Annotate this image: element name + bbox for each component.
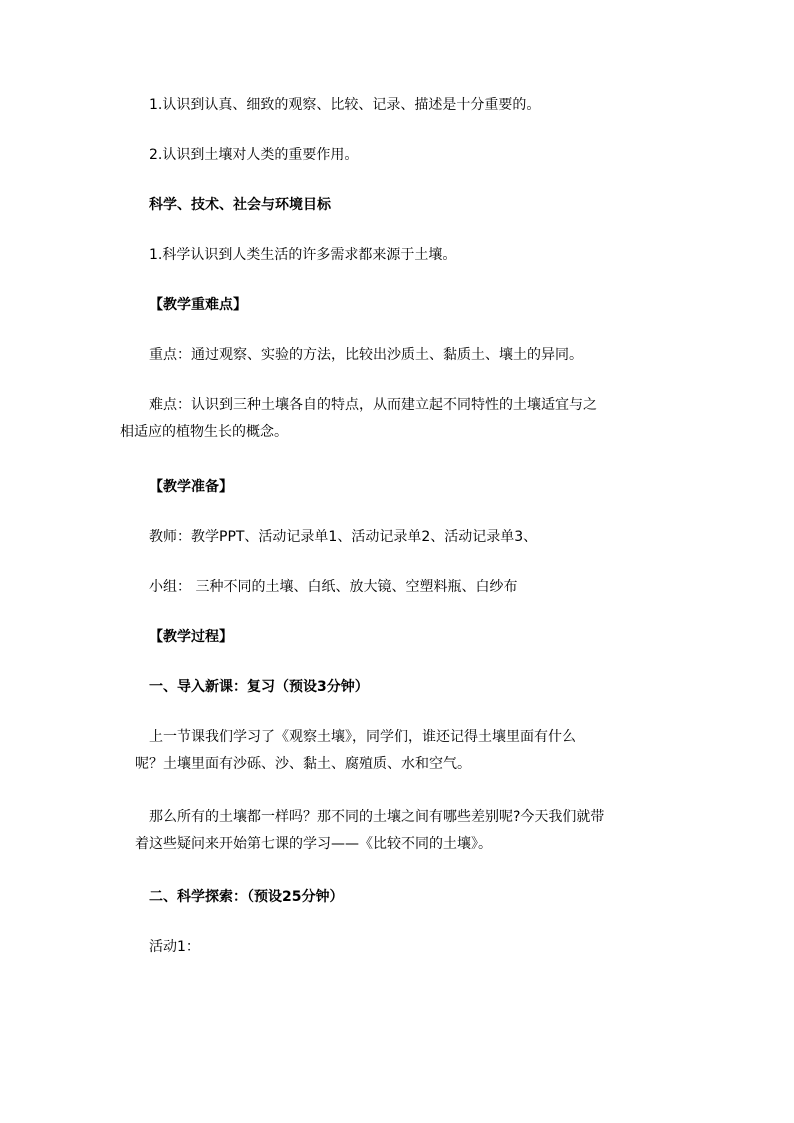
paragraph-emotion-goal-2: 2.认识到土壤对人类的重要作用。: [149, 147, 359, 163]
heading-section-exploration: 二、科学探索：（预设25分钟）: [149, 889, 344, 905]
paragraph-line-2: 相适应的植物生长的概念。: [120, 424, 288, 440]
paragraph-line-1: 那么所有的土壤都一样吗？那不同的土壤之间有哪些差别呢?今天我们就带: [149, 809, 605, 825]
paragraph-teacher-materials: 教师：教学PPT、活动记录单1、活动记录单2、活动记录单3、: [149, 529, 538, 545]
heading-key-difficult-points: 【教学重难点】: [149, 297, 247, 313]
paragraph-key-point: 重点：通过观察、实验的方法，比较出沙质土、黏质土、壤土的异同。: [149, 347, 583, 363]
heading-teaching-preparation: 【教学准备】: [149, 479, 233, 495]
paragraph-question: [135, 810, 604, 851]
paragraph-review: [135, 730, 576, 771]
paragraph-difficult-point: [120, 398, 597, 439]
heading-teaching-process: 【教学过程】: [149, 629, 233, 645]
paragraph-line-2: 呢？土壤里面有沙砾、沙、黏土、腐殖质、水和空气。: [135, 756, 471, 772]
heading-sts-goals: 科学、技术、社会与环境目标: [149, 197, 331, 213]
paragraph-line-1: 难点：认识到三种土壤各自的特点，从而建立起不同特性的土壤适宜与之: [149, 397, 597, 413]
paragraph-line-2: 着这些疑问来开始第七课的学习——《比较不同的土壤》。: [135, 836, 492, 852]
paragraph-group-materials: 小组： 三种不同的土壤、白纸、放大镜、空塑料瓶、白纱布: [149, 579, 518, 595]
heading-section-introduction: 一、导入新课：复习（预设3分钟）: [149, 679, 369, 695]
paragraph-sts-goal-1: 1.科学认识到人类生活的许多需求都来源于土壤。: [149, 247, 457, 263]
paragraph-line-1: 上一节课我们学习了《观察土壤》，同学们，谁还记得土壤里面有什么: [149, 729, 576, 745]
paragraph-emotion-goal-1: 1.认识到认真、细致的观察、比较、记录、描述是十分重要的。: [149, 97, 541, 113]
paragraph-activity-1: 活动1：: [149, 939, 200, 955]
